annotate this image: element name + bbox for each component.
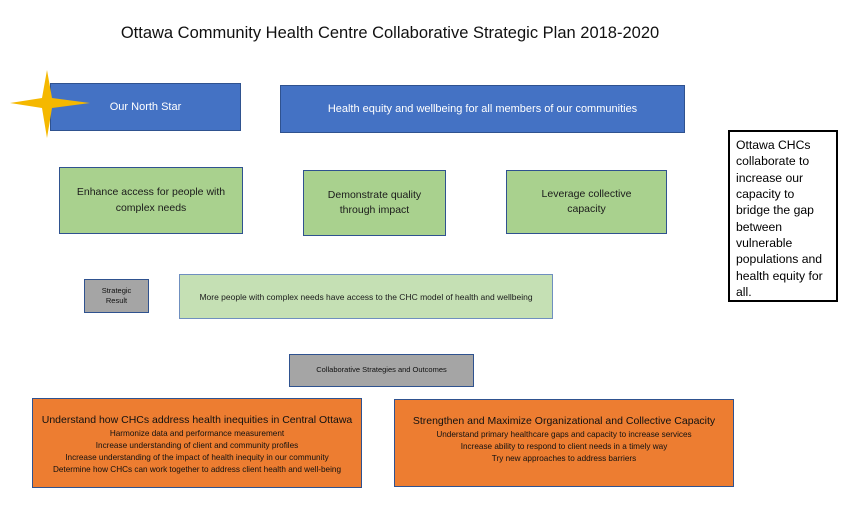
strategy-1-item: Determine how CHCs can work together to address client health and well-being [52, 464, 342, 474]
strategic-result-text-box [179, 274, 553, 319]
pillar-access-box [59, 167, 243, 234]
pillar-quality-box [303, 170, 446, 236]
pillar-capacity-box [506, 170, 667, 234]
callout-box [728, 130, 838, 302]
strategies-header-box [289, 354, 474, 387]
strategy-2-title: Strengthen and Maximize Organizational and Collective Capacity [412, 415, 716, 427]
strategy-2-item: Try new approaches to address barriers [491, 453, 637, 463]
pillar-quality-label: Demonstrate quality through impact [327, 188, 422, 216]
strategic-result-text: More people with complex needs have access to the CHC model of health and wellbeing [199, 291, 533, 302]
strategy-2-item: Increase ability to respond to client needs in a timely way [460, 441, 668, 451]
strategy-box-1 [32, 398, 362, 488]
strategy-1-item: Increase understanding of the impact of health inequity in our community [65, 452, 329, 462]
strategic-result-label-box [84, 279, 149, 313]
strategy-2-item: Understand primary healthcare gaps and capacity to increase services [436, 430, 692, 439]
strategy-1-item: Increase understanding of client and community profiles [95, 440, 299, 450]
strategy-box-2 [394, 399, 734, 487]
pillar-capacity-label: Leverage collective capacity [541, 187, 632, 215]
strategies-header: Collaborative Strategies and Outcomes [316, 365, 447, 375]
pillar-access-label: Enhance access for people with complex needs [76, 186, 226, 214]
north-star-label: Our North Star [109, 101, 182, 113]
north-star-statement: Health equity and wellbeing for all members of our communities [327, 103, 638, 115]
page-title: Ottawa Community Health Centre Collaborative Strategic Plan 2018-2020 [120, 24, 660, 42]
star-icon [10, 70, 90, 138]
north-star-statement-box [280, 85, 685, 133]
callout-text: Ottawa CHCs collaborate to increase our capacity to bridge the gap between vulnerable populations and health equity for all. [736, 138, 823, 300]
strategy-1-title: Understand how CHCs address health inequities in Central Ottawa [41, 414, 353, 426]
strategy-1-item: Harmonize data and performance measurement [109, 429, 285, 438]
strategic-result-label: Strategic Result [101, 285, 132, 305]
